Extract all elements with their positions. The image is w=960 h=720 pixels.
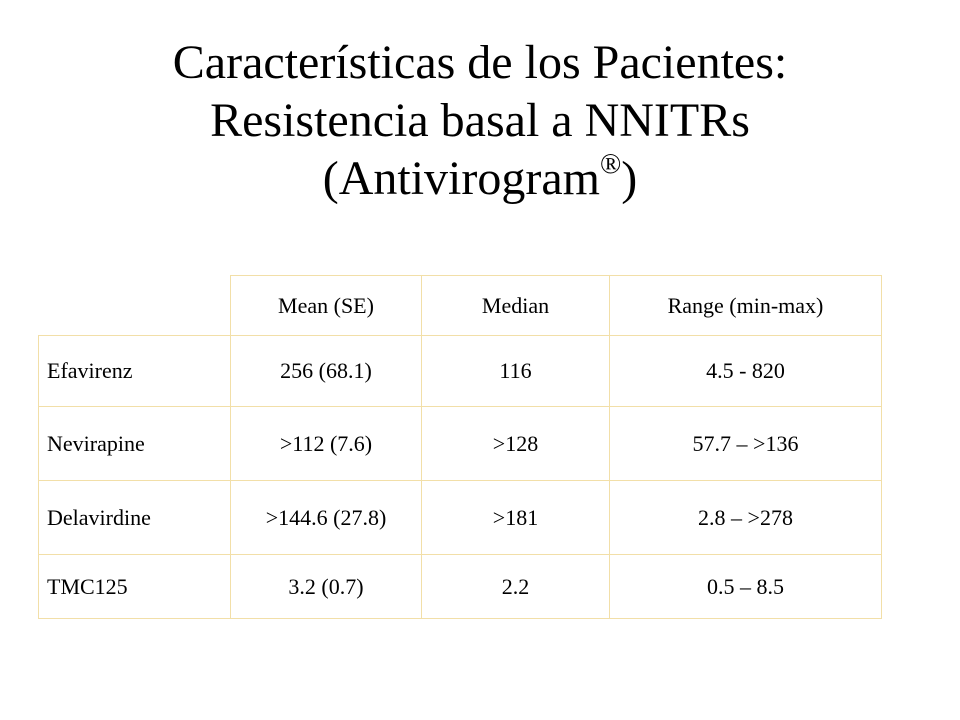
cell-median: >128 xyxy=(422,407,610,481)
cell-mean-se: 256 (68.1) xyxy=(231,336,422,407)
resistance-table xyxy=(38,275,882,619)
row-label-nevirapine: Nevirapine xyxy=(39,407,231,481)
cell-mean-se: >144.6 (27.8) xyxy=(231,481,422,555)
cell-median: >181 xyxy=(422,481,610,555)
cell-range: 57.7 – >136 xyxy=(610,407,882,481)
header-mean-se: Mean (SE) xyxy=(231,276,422,336)
table-row xyxy=(39,555,882,619)
title-line-1: Características de los Pacientes: xyxy=(172,36,788,89)
row-label-tmc125: TMC125 xyxy=(39,555,231,619)
header-range: Range (min-max) xyxy=(610,276,882,336)
registered-mark: ® xyxy=(600,149,622,180)
title-line-3 xyxy=(0,150,960,208)
cell-mean-se: 3.2 (0.7) xyxy=(231,555,422,619)
row-label-delavirdine: Delavirdine xyxy=(39,481,231,555)
title-line-3-suffix: ) xyxy=(621,152,638,205)
title-line-2: Resistencia basal a NNITRs xyxy=(210,94,750,147)
slide-title xyxy=(0,34,960,208)
cell-range: 2.8 – >278 xyxy=(610,481,882,555)
row-label-efavirenz: Efavirenz xyxy=(39,336,231,407)
title-line-3-prefix: (Antivirogram xyxy=(322,152,600,205)
cell-median: 116 xyxy=(422,336,610,407)
table-row xyxy=(39,336,882,407)
header-median: Median xyxy=(422,276,610,336)
table-row xyxy=(39,407,882,481)
table-header-row xyxy=(39,276,882,336)
cell-median: 2.2 xyxy=(422,555,610,619)
cell-range: 0.5 – 8.5 xyxy=(610,555,882,619)
table-row xyxy=(39,481,882,555)
header-corner-cell xyxy=(39,276,231,336)
cell-range: 4.5 - 820 xyxy=(610,336,882,407)
cell-mean-se: >112 (7.6) xyxy=(231,407,422,481)
